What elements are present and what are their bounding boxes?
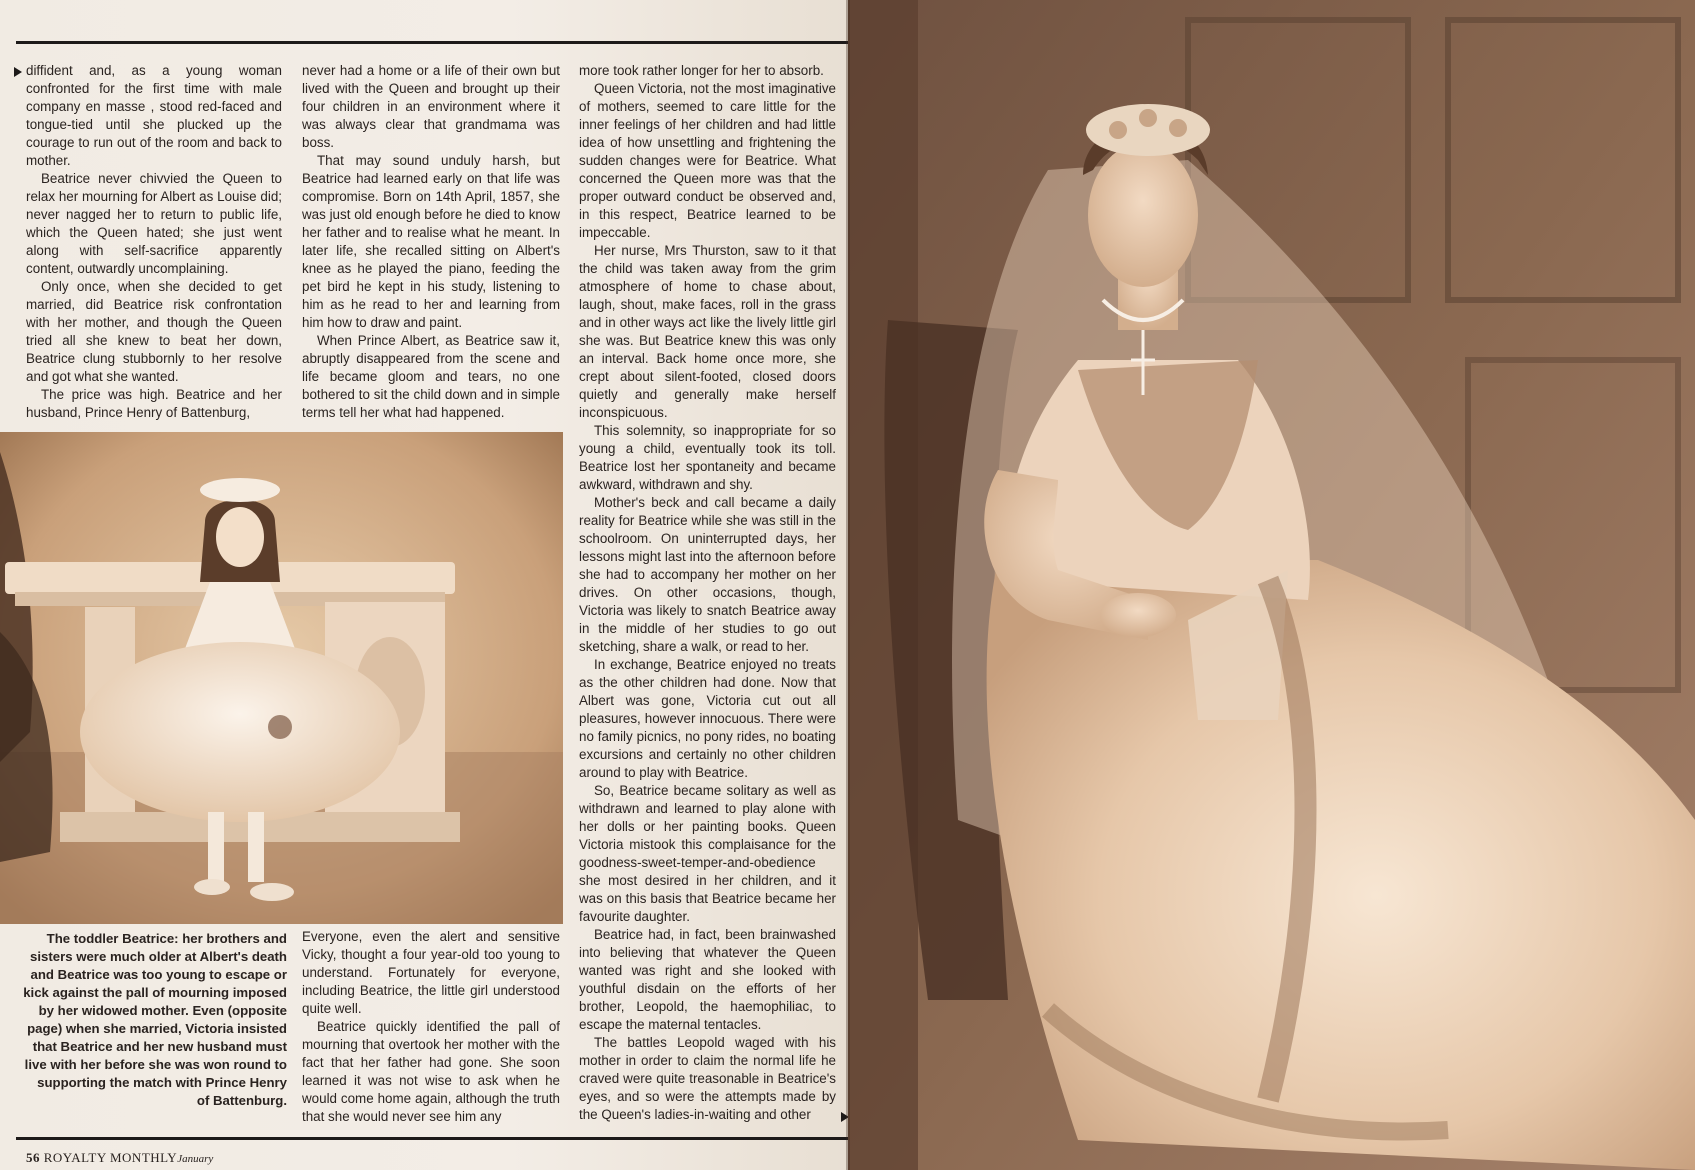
article-column-2-continued (302, 928, 560, 1126)
paragraph: Beatrice quickly identified the pall of mourning that overtook her mother with the fact that her father had gone. She soon learned it was not wise to ask when he would come home again, although the truth that she would never see him any (302, 1019, 560, 1124)
paragraph: never had a home or a life of their own but lived with the Queen and brought up their four children in an environment where it was always clear that grandmama was boss. (302, 63, 560, 150)
paragraph: That may sound unduly harsh, but Beatrice had learned early on that life was compromise. Born on 14th April, 1857, she was just old enough before he died to know her father and to realise what he meant. In later life, she recalled sitting on Albert's knee as he played the piano, feeding the pet bird he kept in his study, listening to him as he read to her and learning from him how to draw and paint. (302, 153, 560, 330)
article-column-2 (302, 62, 560, 422)
paragraph: So, Beatrice became solitary as well as withdrawn and learned to play alone with her dolls or her painting books. Queen Victoria mistook this complaisance for the goodness-sweet-temper-and-obedience she most desired in her children, and it was on this basis that Beatrice became her favourite daughter. (579, 783, 836, 924)
page-number: 56 (26, 1150, 40, 1165)
magazine-name: ROYALTY MONTHLY (43, 1150, 178, 1165)
bottom-rule (16, 1137, 848, 1140)
wedding-portrait-photo (848, 0, 1695, 1170)
paragraph: Beatrice never chivvied the Queen to relax her mourning for Albert as Louise did; never nagged her to return to public life, which the Queen hated; she just went along with self-sacrifice apparently content, outwardly uncomplaining. (26, 171, 282, 276)
page-spine (846, 0, 850, 1170)
article-column-3 (579, 62, 836, 1124)
page-footer (26, 1150, 213, 1166)
paragraph: Everyone, even the alert and sensitive Vicky, thought a four year-old too young to understand. Fortunately for everyone, including Beatrice, the little girl understood quite well. (302, 929, 560, 1016)
toddler-beatrice-photo (0, 432, 563, 924)
paragraph: diffident and, as a young woman confronted for the first time with male company en masse , stood red-faced and tongue-tied until she plucked up the courage to run out of the room and back to mother. (26, 63, 282, 168)
continued-from-arrow-icon (14, 67, 22, 77)
paragraph: In exchange, Beatrice enjoyed no treats as the other children had done. Now that Albert was gone, Victoria cut out all pleasures, however innocuous. There were no family picnics, no pony rides, no boating excursions and certainly no other children around to play with Beatrice. (579, 657, 836, 780)
paragraph: When Prince Albert, as Beatrice saw it, abruptly disappeared from the scene and life became gloom and tears, no one bothered to sit the child down and in simple terms tell her what had happened. (302, 333, 560, 420)
issue-month: January (177, 1153, 214, 1165)
paragraph: Beatrice had, in fact, been brainwashed into believing that whatever the Queen wanted was right and she looked with youthful disdain on the efforts of her brother, Leopold, the haemophiliac, to escape the maternal tentacles. (579, 927, 836, 1032)
paragraph: The price was high. Beatrice and her husband, Prince Henry of Battenburg, (26, 387, 282, 420)
photo-caption: The toddler Beatrice: her brothers and sisters were much older at Albert's death and Beatrice was too young to escape or kick against the pall of mourning imposed by her widowed mother. Even (opposite page) when she married, Victoria insisted that Beatrice and her new husband must live with her before she was won round to supporting the match with Prince Henry of Battenburg. (23, 931, 287, 1108)
paragraph: The battles Leopold waged with his mother in order to claim the normal life he craved were quite treasonable in Beatrice's eyes, and so were the attempts made by the Queen's ladies-in-waiting and other (579, 1035, 836, 1122)
paragraph: more took rather longer for her to absorb. (579, 63, 824, 78)
paragraph: Only once, when she decided to get married, did Beatrice risk confrontation with her mother, and though the Queen tried all she knew to beat her down, Beatrice clung stubbornly to her resolve and got what she wanted. (26, 279, 282, 384)
paragraph: Queen Victoria, not the most imaginative of mothers, seemed to care little for the inner feelings of her children and had little idea of how unsettling and frightening the sudden changes were for Beatrice. What concerned the Queen more was that the proper outward conduct be observed and, in this respect, Beatrice learned to be impeccable. (579, 81, 836, 240)
article-column-1 (26, 62, 282, 422)
paragraph: Mother's beck and call became a daily reality for Beatrice while she was still in the schoolroom. On uninterrupted days, her lessons might last into the afternoon before she had to accompany her mother on her drives. On other occasions, though, Victoria was likely to snatch Beatrice away in the middle of her studies to go out sketching, share a walk, or read to her. (579, 495, 836, 654)
paragraph: Her nurse, Mrs Thurston, saw to it that the child was taken away from the grim atmosphere of home to chase about, laugh, shout, make faces, roll in the grass and in other ways act like the lively little girl she was. But Beatrice knew this was only an interval. Back home once more, she crept about silent-footed, closed doors quietly and generally make herself inconspicuous. (579, 243, 836, 420)
top-rule (16, 41, 848, 44)
paragraph: This solemnity, so inappropriate for so young a child, eventually took its toll. Beatrice lost her spontaneity and became awkward, withdrawn and shy. (579, 423, 836, 492)
